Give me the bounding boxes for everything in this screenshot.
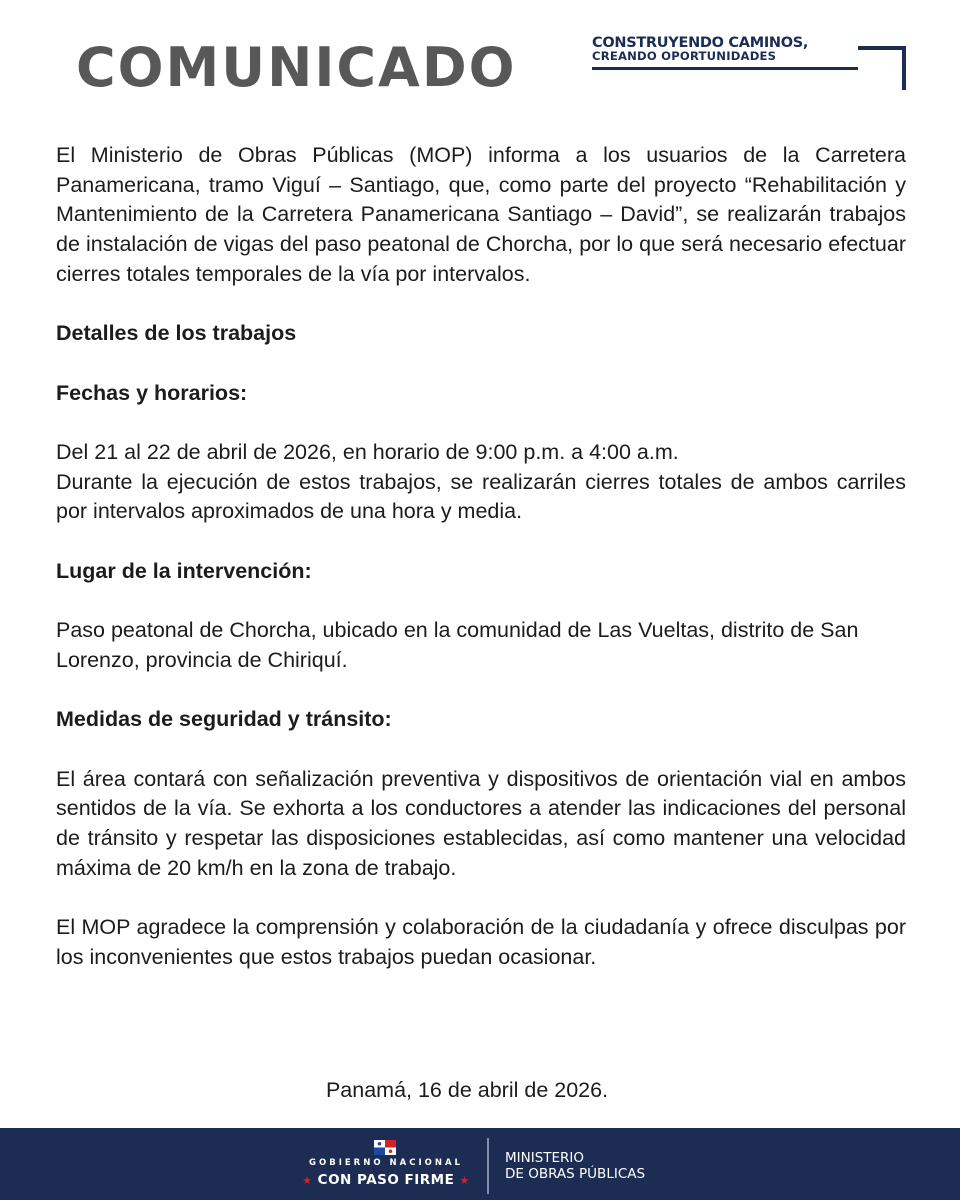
- con-paso-firme-text: CON PASO FIRME: [317, 1172, 455, 1188]
- slogan-line-2: CREANDO OPORTUNIDADES: [592, 49, 777, 63]
- dates-heading: Fechas y horarios:: [56, 380, 248, 405]
- con-paso-firme-label: [296, 1172, 476, 1188]
- slogan-bracket-vertical: [902, 46, 906, 90]
- dates-line: Del 21 al 22 de abril de 2026, en horario de 9:00 p.m. a 4:00 a.m.: [56, 439, 679, 464]
- slogan-bracket-horizontal: [858, 46, 906, 50]
- safety-heading: Medidas de seguridad y tránsito:: [56, 707, 392, 732]
- communique-body: [56, 141, 906, 973]
- ministerio-label: [505, 1150, 645, 1182]
- panama-flag-icon: [374, 1140, 396, 1155]
- dateline: Panamá, 16 de abril de 2026.: [325, 1078, 609, 1102]
- page-title: COMUNICADO: [76, 36, 517, 99]
- footer-divider: [487, 1138, 489, 1194]
- closing-paragraph: El MOP agradece la comprensión y colaboración de la ciudadanía y ofrece disculpas por los inconvenientes que estos trabajos puedan ocasionar.: [56, 915, 906, 969]
- safety-text: El área contará con señalización preventiva y dispositivos de orientación vial en ambos sentidos de la vía. Se exhorta a los conductores a atender las indicaciones del personal de tránsito y respetar las disposiciones establecidas, así como mantener una velocidad máxima de 20 km/h en la zona de trabajo.: [56, 766, 906, 880]
- star-icon: ★: [459, 1174, 470, 1187]
- ministerio-line-1: MINISTERIO: [505, 1150, 585, 1166]
- place-text: Paso peatonal de Chorcha, ubicado en la comunidad de Las Vueltas, distrito de San Lorenzo, provincia de Chiriquí.: [56, 618, 859, 672]
- place-heading: Lugar de la intervención:: [56, 558, 312, 583]
- slogan-underline: [592, 67, 858, 70]
- slogan-line-1: CONSTRUYENDO CAMINOS,: [592, 35, 809, 51]
- star-icon: ★: [302, 1174, 313, 1187]
- slogan-logo: [592, 36, 908, 92]
- gobierno-nacional-label: GOBIERNO NACIONAL: [309, 1158, 463, 1168]
- ministerio-line-2: DE OBRAS PÚBLICAS: [505, 1166, 646, 1182]
- details-heading: Detalles de los trabajos: [56, 321, 297, 346]
- footer-bar: [0, 1128, 960, 1200]
- intro-paragraph: El Ministerio de Obras Públicas (MOP) informa a los usuarios de la Carretera Panamericana, tramo Viguí – Santiago, que, como parte del proyecto “Rehabilitación y Mantenimiento de la Carretera Panamericana Santiago – David”, se realizarán trabajos de instalación de vigas del paso peatonal de Chorcha, por lo que será necesario efectuar cierres totales temporales de la vía por intervalos.: [56, 143, 906, 286]
- dates-detail: Durante la ejecución de estos trabajos, se realizarán cierres totales de ambos carriles por intervalos aproximados de una hora y media.: [56, 469, 906, 524]
